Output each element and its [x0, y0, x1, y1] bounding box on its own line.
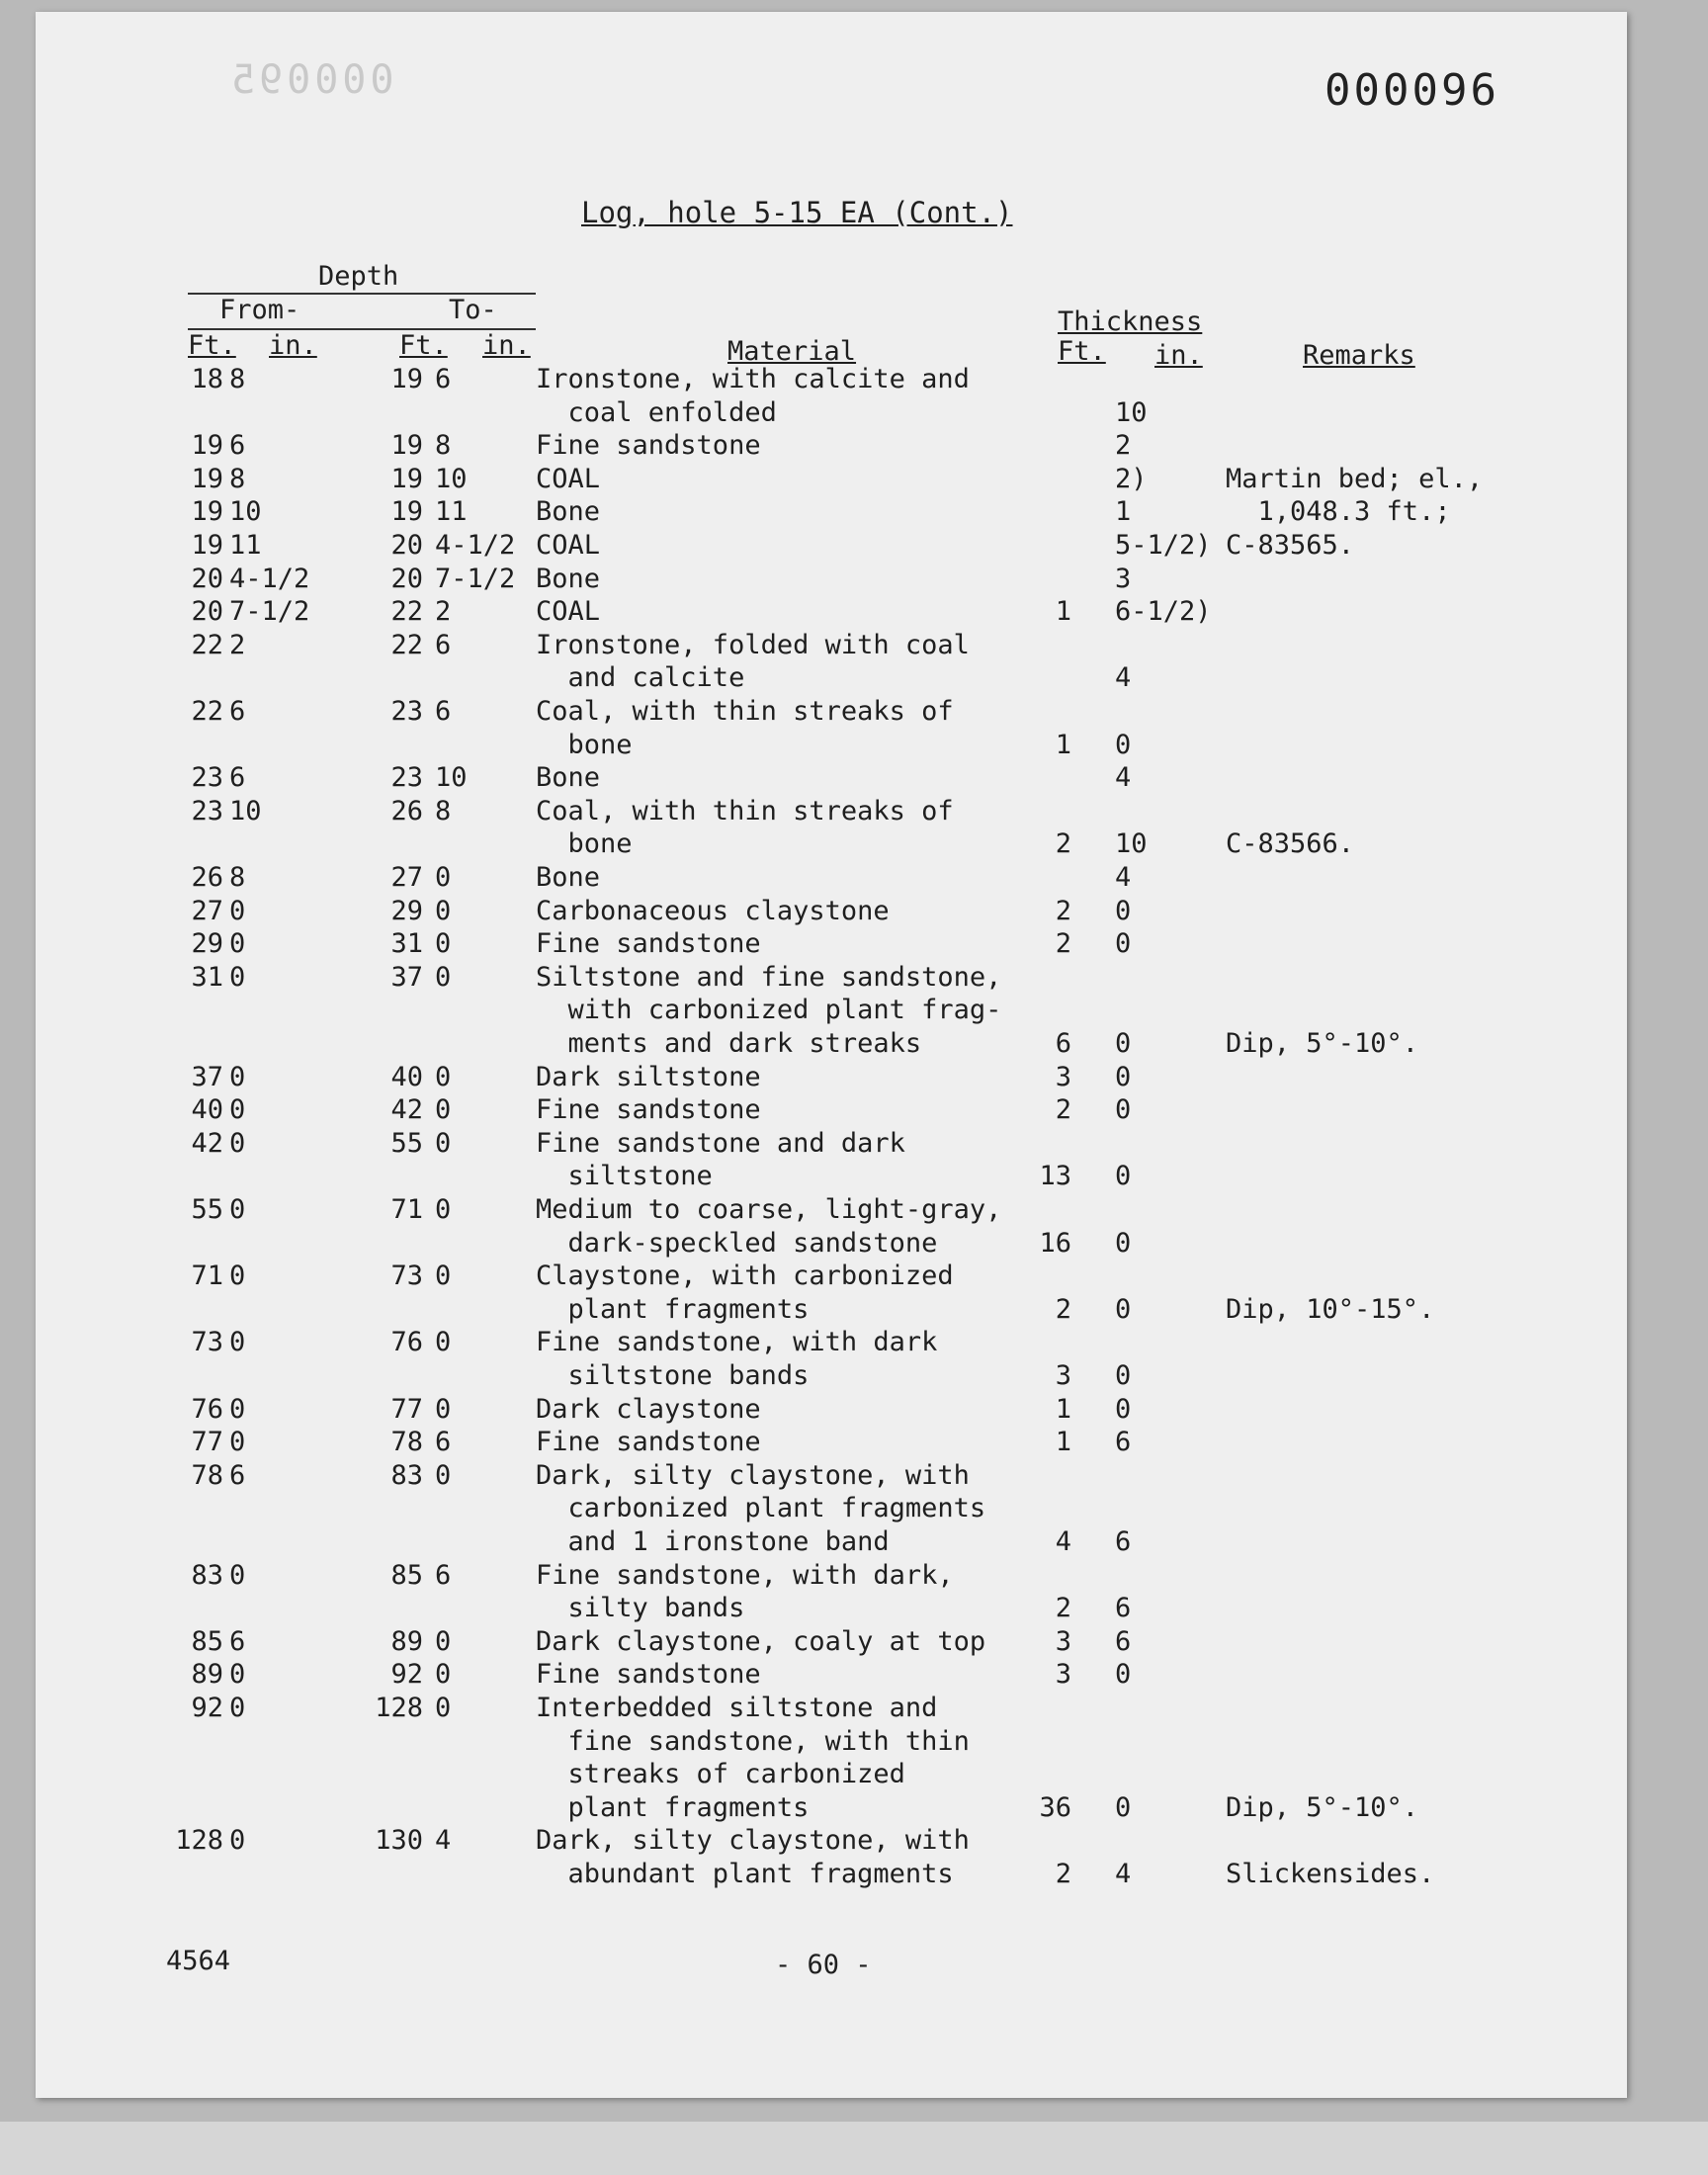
material-line: Fine sandstone: [536, 928, 761, 960]
thickness-ft-cell: 2: [1055, 1593, 1071, 1624]
from-in-cell: 0: [229, 1061, 246, 1092]
material-line: COAL: [536, 463, 601, 494]
material-line: plant fragments: [536, 1791, 810, 1823]
from-in-cell: 0: [229, 1261, 246, 1292]
from-ft-cell: 78: [191, 1459, 223, 1491]
material-line: Dark, silty claystone, with: [536, 1825, 970, 1857]
material-line: Dark claystone, coaly at top: [536, 1625, 986, 1657]
from-ft-cell: 128: [175, 1825, 223, 1857]
material-line: Bone: [536, 862, 601, 893]
to-in-cell: 10: [435, 463, 468, 494]
to-in-cell: 0: [435, 1261, 452, 1292]
from-ft-cell: 22: [191, 696, 223, 727]
from-in-cell: 6: [229, 696, 246, 727]
thickness-in-cell: 4: [1115, 1859, 1132, 1889]
to-in-cell: 11: [435, 496, 468, 528]
material-line: COAL: [536, 530, 601, 561]
material-line: Dark, silty claystone, with: [536, 1459, 970, 1491]
material-line: plant fragments: [536, 1293, 810, 1325]
scanner-margin: [0, 2122, 1708, 2175]
thickness-ft-cell: 6: [1055, 1028, 1071, 1059]
thickness-in-cell: 0: [1115, 1393, 1132, 1425]
thickness-ft-cell: 4: [1055, 1526, 1071, 1557]
material-line: siltstone bands: [536, 1360, 810, 1391]
thickness-in-cell: 4: [1115, 862, 1132, 893]
thickness-in-cell: 0: [1115, 895, 1132, 926]
to-ft-cell: 55: [390, 1127, 423, 1159]
to-ft-cell: 83: [390, 1459, 423, 1491]
thickness-in-cell: 0: [1115, 1659, 1132, 1691]
to-in-cell: 0: [435, 1625, 452, 1657]
thickness-in-cell: 0: [1115, 1161, 1132, 1192]
header-from-ft: Ft.: [188, 330, 236, 361]
material-line: Coal, with thin streaks of: [536, 795, 954, 826]
thickness-ft-cell: 2: [1055, 1094, 1071, 1126]
to-in-cell: 0: [435, 862, 452, 893]
header-from-in: in.: [269, 330, 317, 361]
to-in-cell: 10: [435, 762, 468, 794]
remarks-cell: Dip, 5°-10°.: [1226, 1028, 1419, 1059]
thickness-ft-cell: 1: [1055, 596, 1071, 628]
header-from: From-: [219, 295, 300, 325]
from-ft-cell: 19: [191, 463, 223, 494]
to-ft-cell: 130: [375, 1825, 423, 1857]
thickness-in-cell: 6: [1115, 1526, 1132, 1557]
header-remarks: Remarks: [1303, 340, 1415, 371]
thickness-ft-cell: 3: [1055, 1061, 1071, 1092]
from-in-cell: 0: [229, 895, 246, 926]
from-ft-cell: 23: [191, 795, 223, 826]
from-ft-cell: 19: [191, 496, 223, 528]
from-in-cell: 0: [229, 1194, 246, 1225]
to-in-cell: 4: [435, 1825, 452, 1857]
page-title: Log, hole 5-15 EA (Cont.): [581, 196, 1013, 229]
from-in-cell: 4-1/2: [229, 563, 310, 594]
thickness-in-cell: 6: [1115, 1625, 1132, 1657]
material-line: dark-speckled sandstone: [536, 1227, 938, 1259]
thickness-ft-cell: 16: [1039, 1227, 1071, 1259]
thickness-in-cell: 0: [1115, 1360, 1132, 1391]
material-line: Siltstone and fine sandstone,: [536, 961, 1002, 993]
to-ft-cell: 37: [390, 961, 423, 993]
to-ft-cell: 40: [390, 1061, 423, 1092]
to-ft-cell: 89: [390, 1625, 423, 1657]
material-line: fine sandstone, with thin: [536, 1725, 970, 1757]
from-in-cell: 0: [229, 961, 246, 993]
material-line: COAL: [536, 596, 601, 628]
material-line: streaks of carbonized: [536, 1759, 905, 1790]
thickness-ft-cell: 1: [1055, 729, 1071, 760]
header-depth: Depth: [318, 261, 399, 292]
from-in-cell: 8: [229, 862, 246, 893]
from-in-cell: 11: [229, 530, 262, 561]
material-line: Dark siltstone: [536, 1061, 761, 1092]
to-ft-cell: 22: [390, 629, 423, 660]
remarks-cell: 1,048.3 ft.;: [1226, 496, 1451, 528]
material-line: bone: [536, 828, 633, 860]
to-ft-cell: 19: [390, 364, 423, 394]
material-line: Dark claystone: [536, 1393, 761, 1425]
from-ft-cell: 37: [191, 1061, 223, 1092]
document-number: 000096: [1324, 65, 1499, 116]
from-ft-cell: 83: [191, 1559, 223, 1591]
material-line: Fine sandstone, with dark: [536, 1327, 938, 1358]
from-ft-cell: 85: [191, 1625, 223, 1657]
from-in-cell: 0: [229, 1659, 246, 1691]
header-thickness-ft: Ft.: [1058, 336, 1106, 367]
to-ft-cell: 19: [390, 496, 423, 528]
thickness-ft-cell: 2: [1055, 1293, 1071, 1325]
thickness-in-cell: 2: [1115, 430, 1132, 462]
to-in-cell: 0: [435, 961, 452, 993]
header-to-ft: Ft.: [399, 330, 448, 361]
remarks-cell: C-83566.: [1226, 828, 1355, 860]
to-ft-cell: 26: [390, 795, 423, 826]
from-in-cell: 6: [229, 762, 246, 794]
thickness-in-cell: 0: [1115, 1028, 1132, 1059]
material-line: siltstone: [536, 1161, 713, 1192]
material-line: carbonized plant fragments: [536, 1493, 986, 1524]
thickness-in-cell: 0: [1115, 1791, 1132, 1823]
from-ft-cell: 22: [191, 629, 223, 660]
from-in-cell: 6: [229, 1625, 246, 1657]
from-ft-cell: 26: [191, 862, 223, 893]
to-in-cell: 0: [435, 1459, 452, 1491]
material-line: Ironstone, with calcite and: [536, 364, 970, 394]
header-thickness-in: in.: [1154, 340, 1203, 371]
thickness-in-cell: 0: [1115, 1227, 1132, 1259]
material-line: ments and dark streaks: [536, 1028, 922, 1059]
to-ft-cell: 128: [375, 1693, 423, 1723]
to-ft-cell: 23: [390, 696, 423, 727]
to-in-cell: 0: [435, 895, 452, 926]
material-line: Medium to coarse, light-gray,: [536, 1194, 1002, 1225]
thickness-in-cell: 0: [1115, 1094, 1132, 1126]
from-in-cell: 0: [229, 1127, 246, 1159]
from-in-cell: 0: [229, 928, 246, 960]
to-in-cell: 0: [435, 1127, 452, 1159]
remarks-cell: C-83565.: [1226, 530, 1355, 561]
thickness-in-cell: 0: [1115, 729, 1132, 760]
from-ft-cell: 73: [191, 1327, 223, 1358]
material-line: Fine sandstone, with dark,: [536, 1559, 954, 1591]
material-line: coal enfolded: [536, 396, 777, 428]
from-ft-cell: 19: [191, 530, 223, 561]
to-in-cell: 6: [435, 1427, 452, 1458]
material-line: abundant plant fragments: [536, 1859, 954, 1889]
from-ft-cell: 23: [191, 762, 223, 794]
thickness-in-cell: 0: [1115, 928, 1132, 960]
to-in-cell: 6: [435, 1559, 452, 1591]
thickness-in-cell: 4: [1115, 662, 1132, 694]
from-in-cell: 7-1/2: [229, 596, 310, 628]
material-line: Coal, with thin streaks of: [536, 696, 954, 727]
from-in-cell: 8: [229, 463, 246, 494]
thickness-ft-cell: 3: [1055, 1659, 1071, 1691]
from-in-cell: 0: [229, 1393, 246, 1425]
footer-code: 4564: [166, 1946, 231, 1976]
thickness-ft-cell: 2: [1055, 928, 1071, 960]
remarks-cell: Martin bed; el.,: [1226, 463, 1484, 494]
from-ft-cell: 42: [191, 1127, 223, 1159]
to-ft-cell: 71: [390, 1194, 423, 1225]
thickness-ft-cell: 3: [1055, 1625, 1071, 1657]
from-in-cell: 0: [229, 1693, 246, 1723]
to-ft-cell: 77: [390, 1393, 423, 1425]
thickness-in-cell: 0: [1115, 1293, 1132, 1325]
material-line: Bone: [536, 762, 601, 794]
to-ft-cell: 19: [390, 463, 423, 494]
thickness-ft-cell: 2: [1055, 895, 1071, 926]
material-line: Claystone, with carbonized: [536, 1261, 954, 1292]
to-in-cell: 6: [435, 364, 452, 394]
from-ft-cell: 27: [191, 895, 223, 926]
page-number: - 60 -: [775, 1950, 872, 1980]
from-ft-cell: 18: [191, 364, 223, 394]
remarks-cell: Dip, 10°-15°.: [1226, 1293, 1435, 1325]
to-ft-cell: 27: [390, 862, 423, 893]
to-in-cell: 0: [435, 1393, 452, 1425]
material-line: Interbedded siltstone and: [536, 1693, 938, 1723]
to-in-cell: 6: [435, 696, 452, 727]
thickness-in-cell: 2): [1115, 463, 1148, 494]
thickness-ft-cell: 3: [1055, 1360, 1071, 1391]
from-ft-cell: 55: [191, 1194, 223, 1225]
to-in-cell: 7-1/2: [435, 563, 516, 594]
from-in-cell: 0: [229, 1327, 246, 1358]
to-ft-cell: 85: [390, 1559, 423, 1591]
material-line: Fine sandstone: [536, 430, 761, 462]
thickness-in-cell: 6: [1115, 1593, 1132, 1624]
thickness-ft-cell: 13: [1039, 1161, 1071, 1192]
from-ft-cell: 29: [191, 928, 223, 960]
material-line: bone: [536, 729, 633, 760]
thickness-ft-cell: 1: [1055, 1427, 1071, 1458]
to-in-cell: 0: [435, 1659, 452, 1691]
material-line: Fine sandstone: [536, 1659, 761, 1691]
to-ft-cell: 20: [390, 530, 423, 561]
thickness-in-cell: 10: [1115, 396, 1148, 428]
to-ft-cell: 42: [390, 1094, 423, 1126]
from-ft-cell: 20: [191, 596, 223, 628]
from-in-cell: 0: [229, 1825, 246, 1857]
header-thickness: Thickness: [1058, 306, 1203, 337]
from-in-cell: 0: [229, 1559, 246, 1591]
thickness-ft-cell: 2: [1055, 828, 1071, 860]
to-in-cell: 6: [435, 629, 452, 660]
material-line: and calcite: [536, 662, 745, 694]
material-line: Bone: [536, 563, 601, 594]
header-to: To-: [449, 295, 497, 325]
from-in-cell: 10: [229, 496, 262, 528]
thickness-ft-cell: 1: [1055, 1393, 1071, 1425]
to-in-cell: 4-1/2: [435, 530, 516, 561]
material-line: Fine sandstone and dark: [536, 1127, 905, 1159]
thickness-ft-cell: 2: [1055, 1859, 1071, 1889]
to-ft-cell: 29: [390, 895, 423, 926]
from-ft-cell: 71: [191, 1261, 223, 1292]
to-ft-cell: 20: [390, 563, 423, 594]
material-line: Carbonaceous claystone: [536, 895, 890, 926]
from-in-cell: 0: [229, 1427, 246, 1458]
to-in-cell: 0: [435, 1194, 452, 1225]
to-ft-cell: 73: [390, 1261, 423, 1292]
material-line: and 1 ironstone band: [536, 1526, 890, 1557]
header-to-in: in.: [482, 330, 531, 361]
from-ft-cell: 19: [191, 430, 223, 462]
from-ft-cell: 92: [191, 1693, 223, 1723]
to-ft-cell: 78: [390, 1427, 423, 1458]
from-in-cell: 2: [229, 629, 246, 660]
from-ft-cell: 40: [191, 1094, 223, 1126]
from-ft-cell: 77: [191, 1427, 223, 1458]
from-ft-cell: 76: [191, 1393, 223, 1425]
to-ft-cell: 22: [390, 596, 423, 628]
material-line: silty bands: [536, 1593, 745, 1624]
to-ft-cell: 19: [390, 430, 423, 462]
material-line: Fine sandstone: [536, 1094, 761, 1126]
header-material: Material: [727, 336, 857, 367]
to-in-cell: 8: [435, 430, 452, 462]
to-ft-cell: 23: [390, 762, 423, 794]
material-line: with carbonized plant frag-: [536, 995, 1002, 1026]
from-ft-cell: 89: [191, 1659, 223, 1691]
thickness-in-cell: 3: [1115, 563, 1132, 594]
to-in-cell: 0: [435, 1094, 452, 1126]
thickness-in-cell: 1: [1115, 496, 1132, 528]
thickness-in-cell: 5-1/2): [1115, 530, 1212, 561]
material-line: Bone: [536, 496, 601, 528]
to-in-cell: 0: [435, 1693, 452, 1723]
from-in-cell: 6: [229, 430, 246, 462]
bleed-through-number: 000095: [227, 57, 394, 103]
to-in-cell: 0: [435, 1061, 452, 1092]
from-in-cell: 6: [229, 1459, 246, 1491]
to-ft-cell: 76: [390, 1327, 423, 1358]
to-in-cell: 2: [435, 596, 452, 628]
material-line: Ironstone, folded with coal: [536, 629, 970, 660]
thickness-ft-cell: 36: [1039, 1791, 1071, 1823]
from-in-cell: 0: [229, 1094, 246, 1126]
thickness-in-cell: 10: [1115, 828, 1148, 860]
thickness-in-cell: 6-1/2): [1115, 596, 1212, 628]
to-in-cell: 0: [435, 1327, 452, 1358]
thickness-in-cell: 0: [1115, 1061, 1132, 1092]
to-in-cell: 8: [435, 795, 452, 826]
to-ft-cell: 31: [390, 928, 423, 960]
from-in-cell: 10: [229, 795, 262, 826]
to-in-cell: 0: [435, 928, 452, 960]
thickness-in-cell: 4: [1115, 762, 1132, 794]
from-ft-cell: 31: [191, 961, 223, 993]
remarks-cell: Dip, 5°-10°.: [1226, 1791, 1419, 1823]
thickness-in-cell: 6: [1115, 1427, 1132, 1458]
material-line: Fine sandstone: [536, 1427, 761, 1458]
remarks-cell: Slickensides.: [1226, 1859, 1435, 1889]
from-in-cell: 8: [229, 364, 246, 394]
to-ft-cell: 92: [390, 1659, 423, 1691]
from-ft-cell: 20: [191, 563, 223, 594]
